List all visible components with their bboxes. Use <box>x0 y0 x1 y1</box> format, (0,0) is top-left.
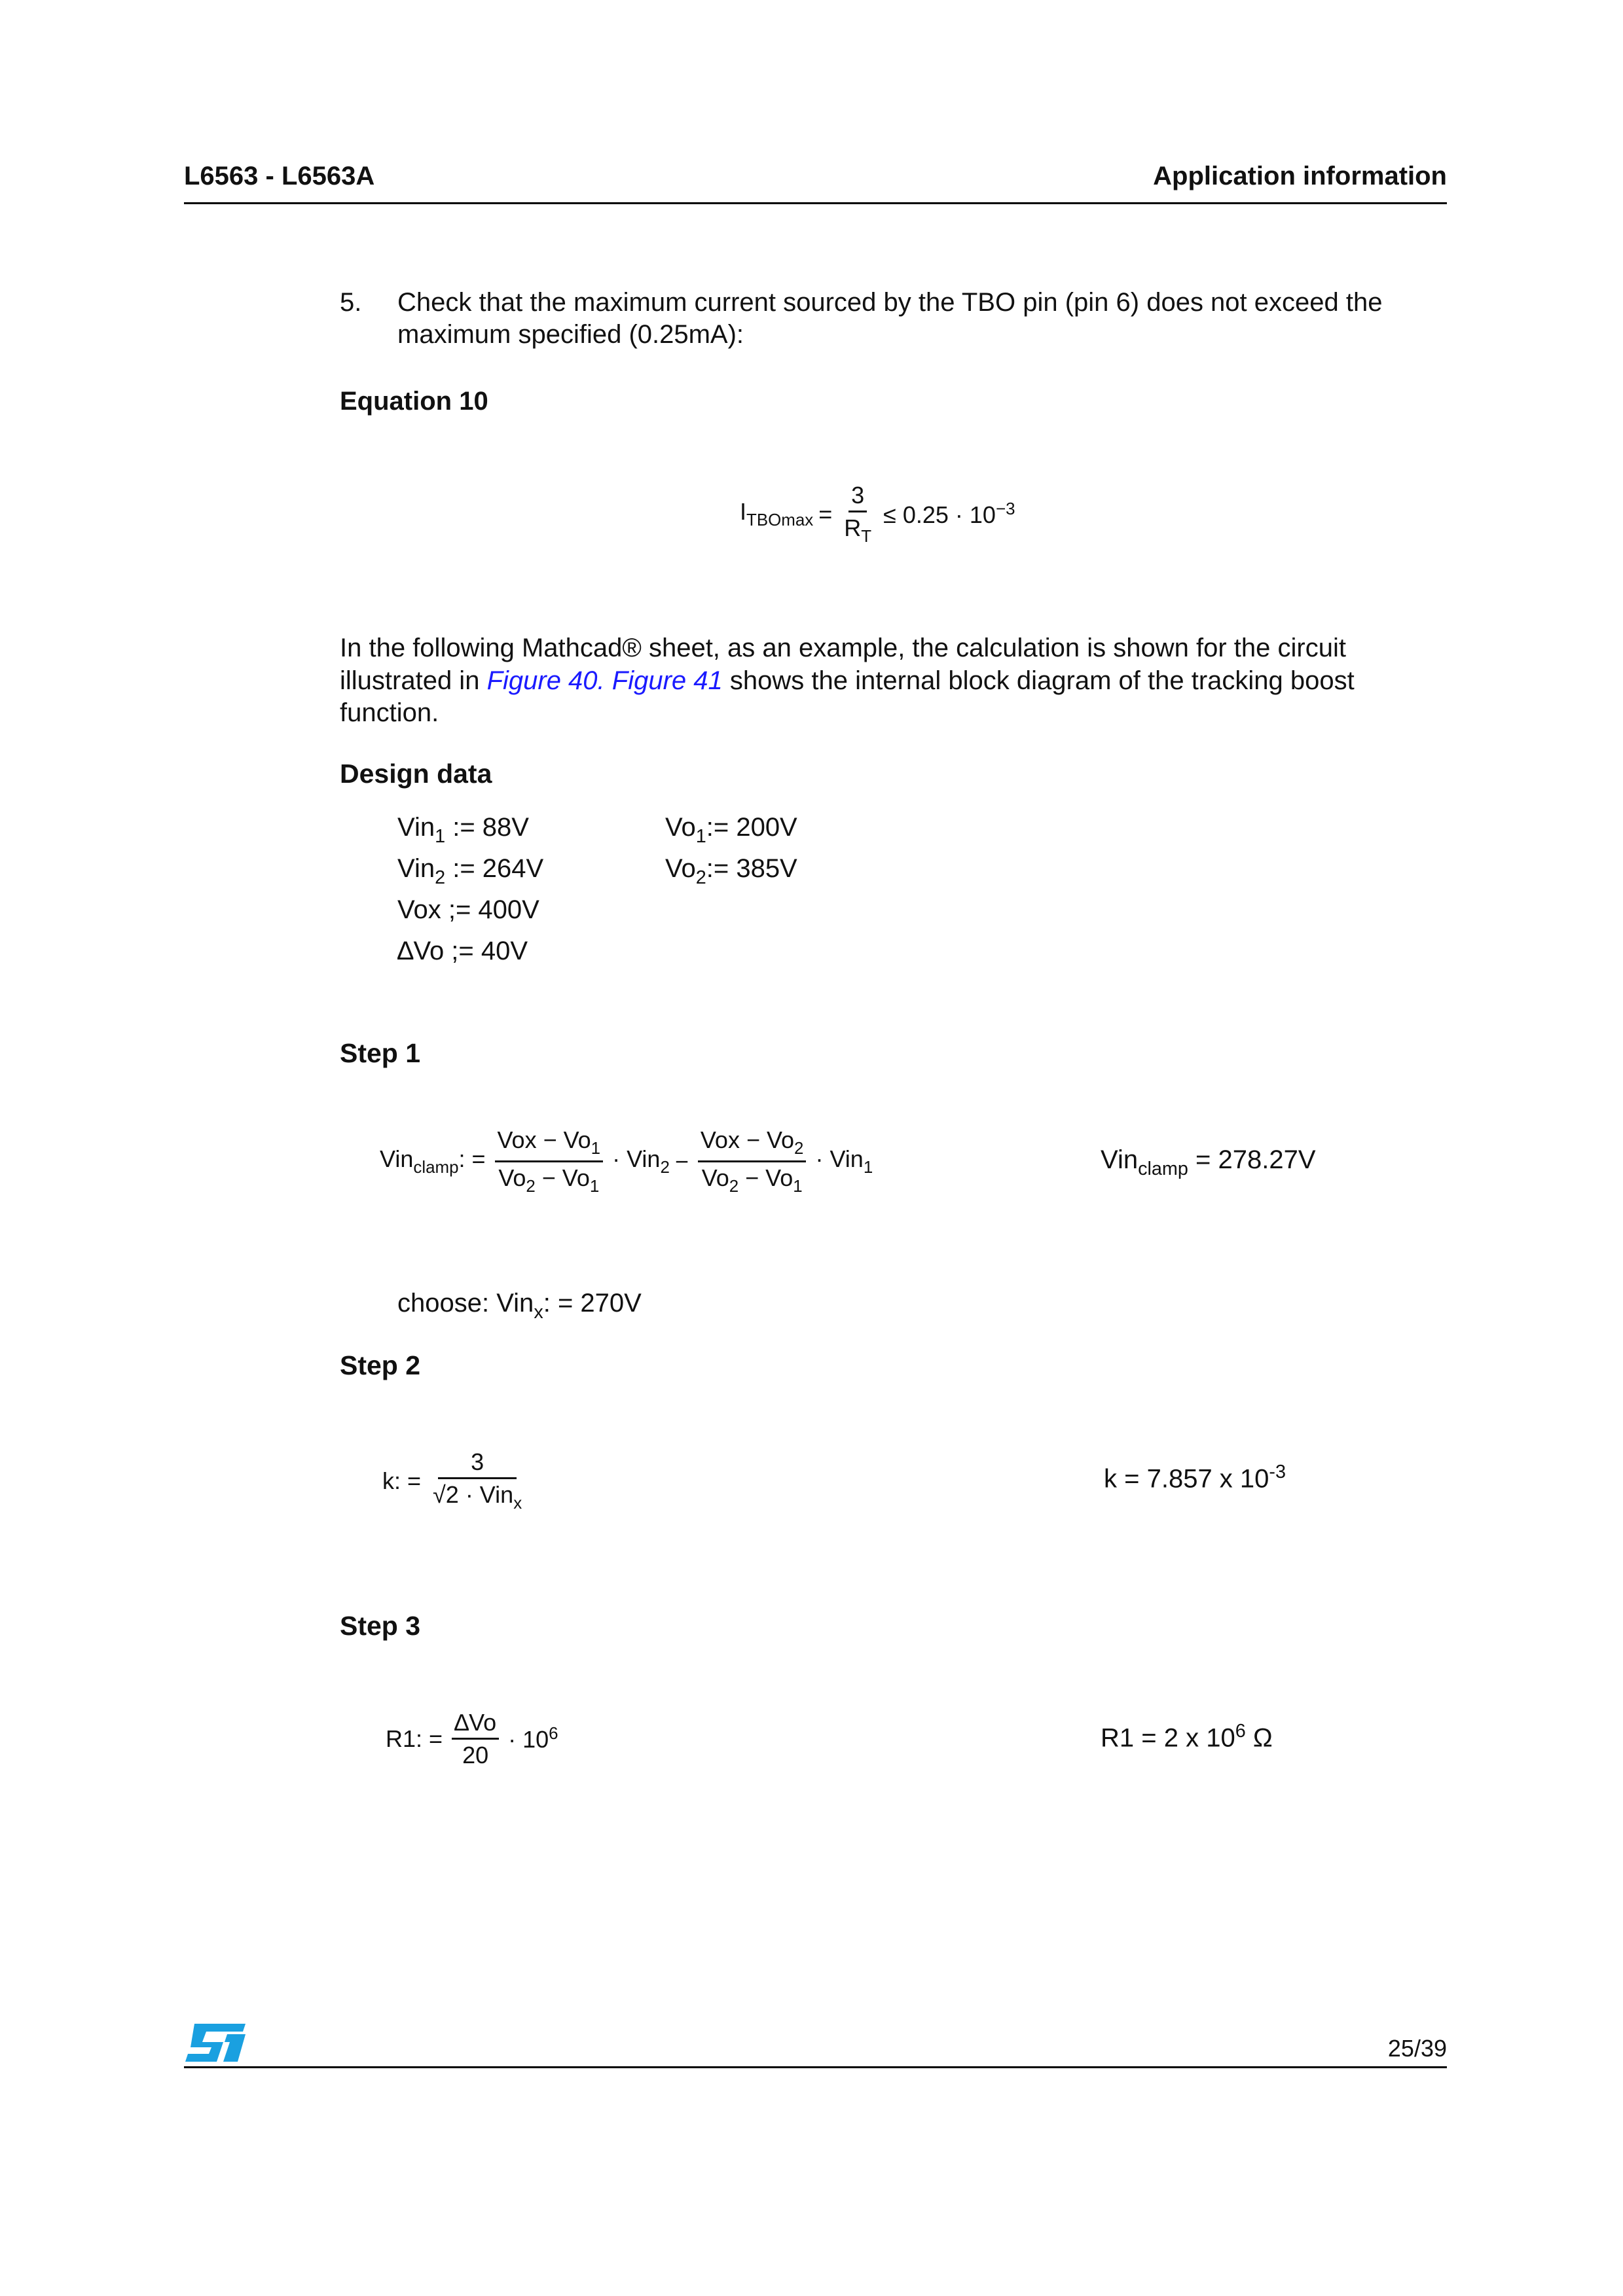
k-result: k = 7.857 x $10^{-3}$ <box>1104 1462 1286 1494</box>
header-section: Application information <box>1153 162 1447 190</box>
header-rule <box>184 202 1447 204</box>
vinclamp-equation: Vin$_{clamp}$: = $\frac{Vox - Vo_1}{Vo_2 - Vo_1}$ · Vin$_2$ − $\frac{Vox - Vo_2}{Vo_2 - Vo_1}$ · Vin$_1$ <box>380 1126 873 1196</box>
vinclamp-result: Vin$_{clamp}$ = 278.27V <box>1101 1145 1316 1180</box>
step2-heading: Step 2 <box>340 1350 421 1380</box>
figure-41-link[interactable]: Figure 41 <box>611 666 723 695</box>
step5-line1: Check that the maximum current sourced by the TBO pin (pin 6) does not exceed the <box>397 288 1383 317</box>
paragraph-line3: function. <box>340 698 439 727</box>
page-number: 25/39 <box>1387 2035 1447 2062</box>
step1-heading: Step 1 <box>340 1038 421 1068</box>
paragraph-line2: illustrated in Figure 40. Figure 41 shows the internal block diagram of the tracking boost <box>340 666 1355 695</box>
vin1: Vin$_1$ := 88V <box>397 813 529 848</box>
design-data-heading: Design data <box>340 759 492 789</box>
step5-line2: maximum specified (0.25mA): <box>397 320 744 349</box>
figure-40-link[interactable]: Figure 40 <box>486 666 598 695</box>
footer-rule <box>184 2066 1447 2068</box>
delta-vo: ∆Vo ;= 40V <box>397 937 528 965</box>
r1-result: R1 = 2 x $10^6$ Ω <box>1101 1721 1273 1753</box>
step3-heading: Step 3 <box>340 1611 421 1641</box>
vin2: Vin$_2$ := 264V <box>397 854 544 889</box>
equation-10: $I_{TBOmax}$ = $\frac{3}{R_T}$ ≤ $0.25 \cdot 10^{-3}$ <box>740 482 1015 547</box>
choose-vinx: choose: Vin$_x$: = 270V <box>397 1289 642 1323</box>
paragraph-line1: In the following Mathcad® sheet, as an example, the calculation is shown for the circuit <box>340 634 1346 662</box>
list-number: 5. <box>340 288 362 317</box>
header-doc-id: L6563 - L6563A <box>184 162 375 190</box>
equation-title: Equation 10 <box>340 387 488 416</box>
st-logo <box>184 2022 247 2070</box>
k-equation: k: = $\frac{3}{√2 \cdot Vin_x}$ <box>382 1448 522 1513</box>
vo2: $Vo_2:= 385V$ <box>665 854 797 889</box>
vox: Vox ;= 400V <box>397 895 539 924</box>
vo1: $Vo_1:= 200V$ <box>665 813 797 848</box>
r1-equation: R1: = $\frac{\Delta Vo}{20}$ · $10^6$ <box>386 1709 558 1769</box>
